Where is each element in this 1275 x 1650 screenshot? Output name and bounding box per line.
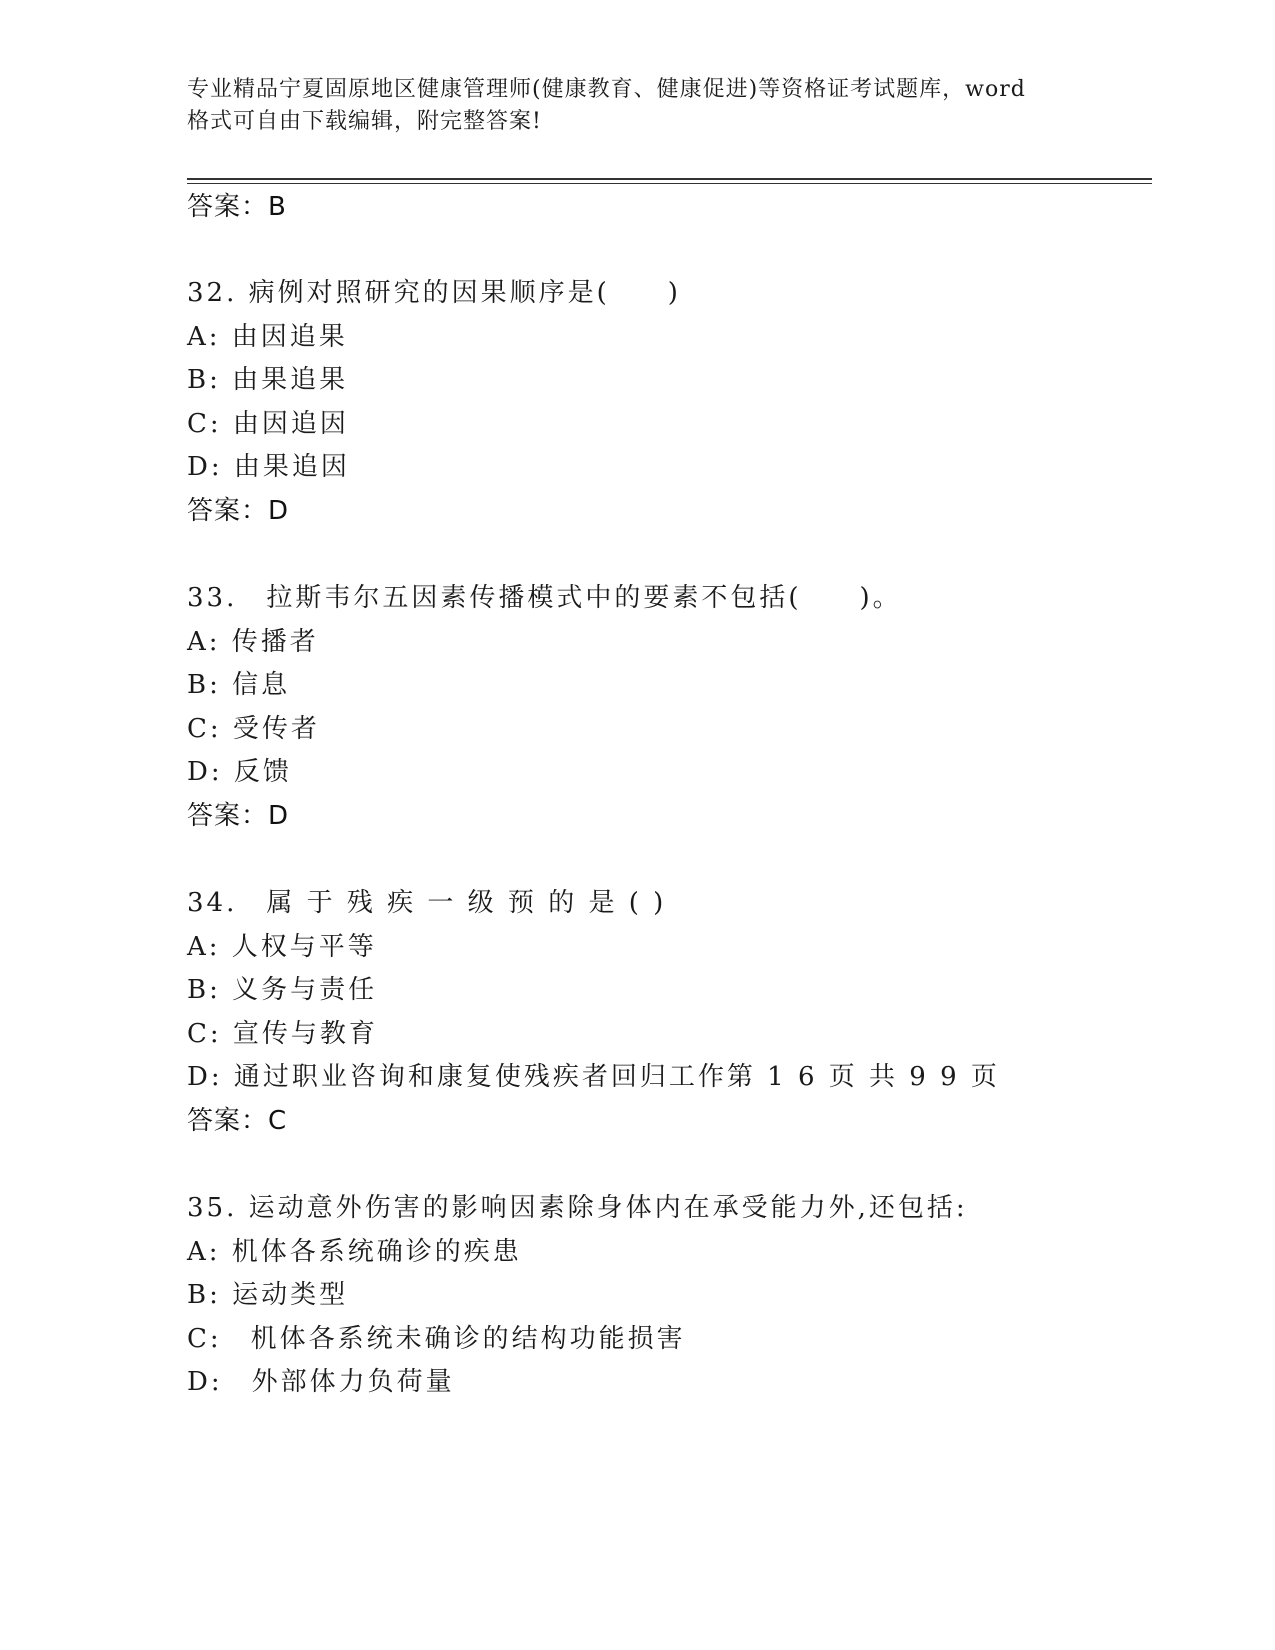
option-34-c: C: 宣传与教育: [187, 1019, 378, 1049]
header-line-2: 格式可自由下载编辑，附完整答案!: [187, 109, 542, 134]
question-32: 32. 病例对照研究的因果顺序是( ): [187, 278, 681, 308]
answer-q32: 答案：D: [187, 496, 290, 526]
header-line-1: 专业精品宁夏固原地区健康管理师(健康教育、健康促进)等资格证考试题库，word: [187, 77, 1026, 102]
option-33-c: C: 受传者: [187, 714, 320, 744]
option-33-d: D: 反馈: [187, 757, 292, 787]
question-34: 34. 属 于 残 疾 一 级 预 的 是 ( ): [187, 888, 667, 918]
option-32-a: A: 由因追果: [187, 322, 348, 352]
question-33: 33. 拉斯韦尔五因素传播模式中的要素不包括( )。: [187, 583, 902, 613]
option-32-b: B: 由果追果: [187, 365, 349, 395]
option-32-d: D: 由果追因: [187, 452, 350, 482]
header-divider: [187, 178, 1152, 180]
question-35: 35. 运动意外伤害的影响因素除身体内在承受能力外,还包括:: [187, 1193, 968, 1223]
option-35-d: D: 外部体力负荷量: [187, 1367, 455, 1397]
option-35-b: B: 运动类型: [187, 1280, 349, 1310]
option-34-b: B: 义务与责任: [187, 975, 378, 1005]
answer-q34: 答案：C: [187, 1106, 288, 1136]
answer-q31: 答案：B: [187, 192, 287, 222]
option-33-b: B: 信息: [187, 670, 291, 700]
option-34-d: D: 通过职业咨询和康复使残疾者回归工作第 1 6 页 共 9 9 页: [187, 1062, 1000, 1092]
option-35-c: C: 机体各系统未确诊的结构功能损害: [187, 1324, 686, 1354]
header-divider-thin: [187, 183, 1152, 184]
option-33-a: A: 传播者: [187, 627, 319, 657]
option-32-c: C: 由因追因: [187, 409, 349, 439]
document-header: [187, 74, 1087, 138]
option-34-a: A: 人权与平等: [187, 932, 377, 962]
option-35-a: A: 机体各系统确诊的疾患: [187, 1237, 522, 1267]
answer-q33: 答案：D: [187, 801, 290, 831]
